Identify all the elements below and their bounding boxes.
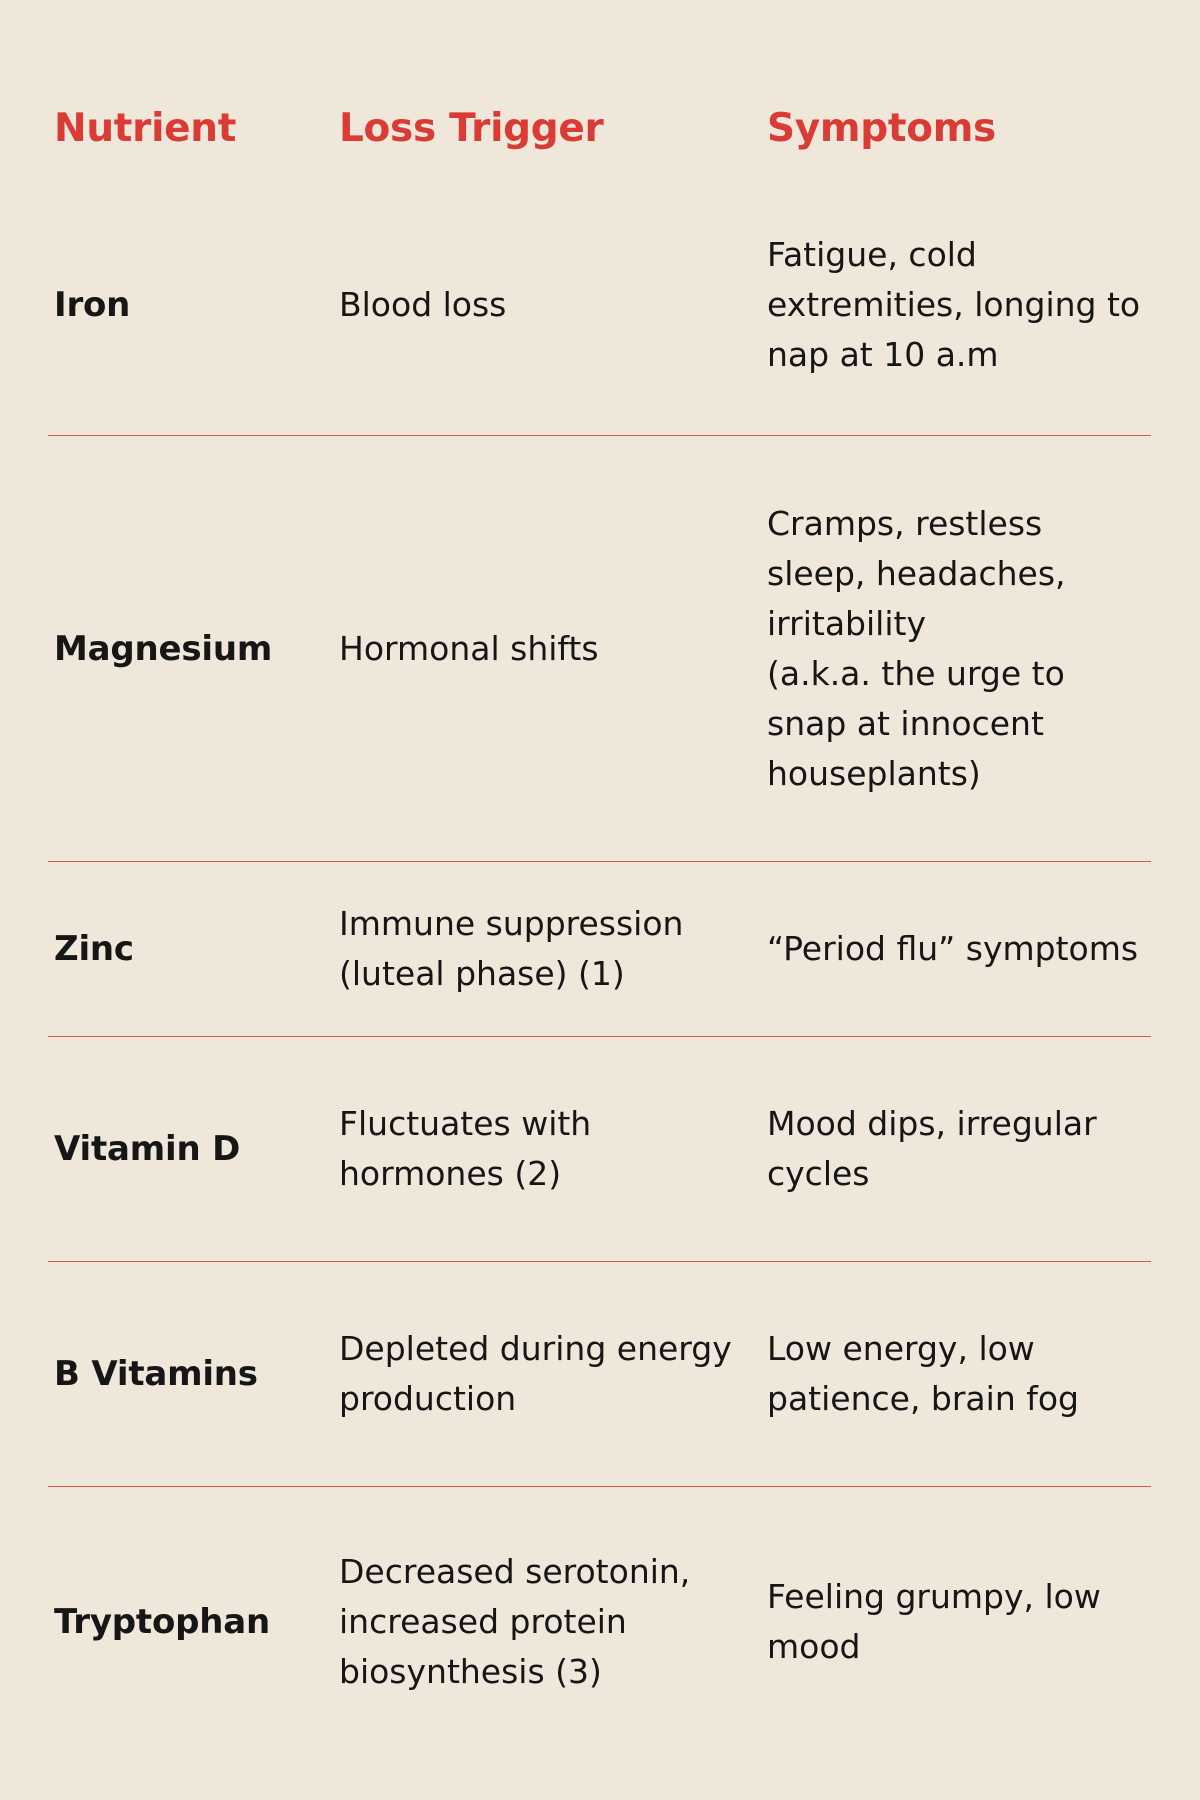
loss-trigger-line: Fluctuates with [339, 1104, 592, 1143]
header-loss-trigger: Loss Trigger [339, 106, 604, 151]
symptoms-line: Fatigue, cold [767, 234, 977, 274]
symptoms-line: Mood dips, irregular [767, 1104, 1097, 1143]
nutrient-table [48, 84, 1151, 1757]
loss-trigger-line: (luteal phase) (1) [339, 954, 625, 993]
symptoms-line: nap at 10 a.m [767, 334, 999, 374]
loss-trigger-line: hormones (2) [339, 1154, 562, 1193]
nutrient-name: Vitamin D [54, 1129, 241, 1169]
symptoms-line: mood [767, 1627, 861, 1666]
loss-trigger-line: Depleted during energy [339, 1329, 732, 1368]
table-row [48, 174, 1151, 436]
nutrient-name: Tryptophan [54, 1602, 271, 1642]
loss-trigger [333, 280, 763, 330]
symptoms-line: sleep, headaches, [767, 553, 1066, 593]
loss-trigger-line: Hormonal shifts [339, 628, 599, 668]
symptoms-line: snap at innocent [767, 703, 1044, 743]
loss-trigger [333, 1547, 763, 1697]
symptoms-line: irritability [767, 603, 926, 643]
symptoms-line: Feeling grumpy, low [767, 1577, 1101, 1616]
symptoms-line: houseplants) [767, 753, 981, 793]
loss-trigger [333, 1324, 763, 1424]
loss-trigger-line: production [339, 1379, 517, 1418]
symptoms-line: “Period flu” symptoms [767, 929, 1139, 968]
nutrient-name: Iron [54, 284, 131, 325]
table-row [48, 1487, 1151, 1757]
table-body [48, 174, 1151, 1757]
loss-trigger-line: Immune suppression [339, 904, 684, 943]
loss-trigger-line: Blood loss [339, 284, 507, 324]
table-row [48, 862, 1151, 1037]
symptoms-line: extremities, longing to [767, 284, 1141, 324]
loss-trigger-line: biosynthesis (3) [339, 1652, 602, 1691]
symptoms [763, 1572, 1151, 1672]
loss-trigger-line: Decreased serotonin, [339, 1552, 691, 1591]
table-row [48, 1037, 1151, 1262]
symptoms [763, 499, 1151, 799]
nutrient-name: B Vitamins [54, 1354, 258, 1394]
loss-trigger-line: increased protein [339, 1602, 627, 1641]
nutrient-name: Magnesium [54, 628, 273, 669]
symptoms [763, 230, 1151, 380]
table-header [48, 84, 1151, 174]
symptoms-line: patience, brain fog [767, 1379, 1079, 1418]
symptoms-line: cycles [767, 1154, 870, 1193]
loss-trigger [333, 899, 763, 999]
table-row [48, 1262, 1151, 1487]
nutrient-name: Zinc [54, 929, 134, 969]
symptoms [763, 1099, 1151, 1199]
table-row [48, 436, 1151, 862]
symptoms [763, 924, 1151, 974]
symptoms-line: (a.k.a. the urge to [767, 653, 1065, 693]
symptoms-line: Low energy, low [767, 1329, 1035, 1368]
symptoms [763, 1324, 1151, 1424]
loss-trigger [333, 624, 763, 674]
header-nutrient: Nutrient [54, 106, 237, 151]
header-symptoms: Symptoms [767, 106, 996, 151]
symptoms-line: Cramps, restless [767, 503, 1043, 543]
loss-trigger [333, 1099, 763, 1199]
